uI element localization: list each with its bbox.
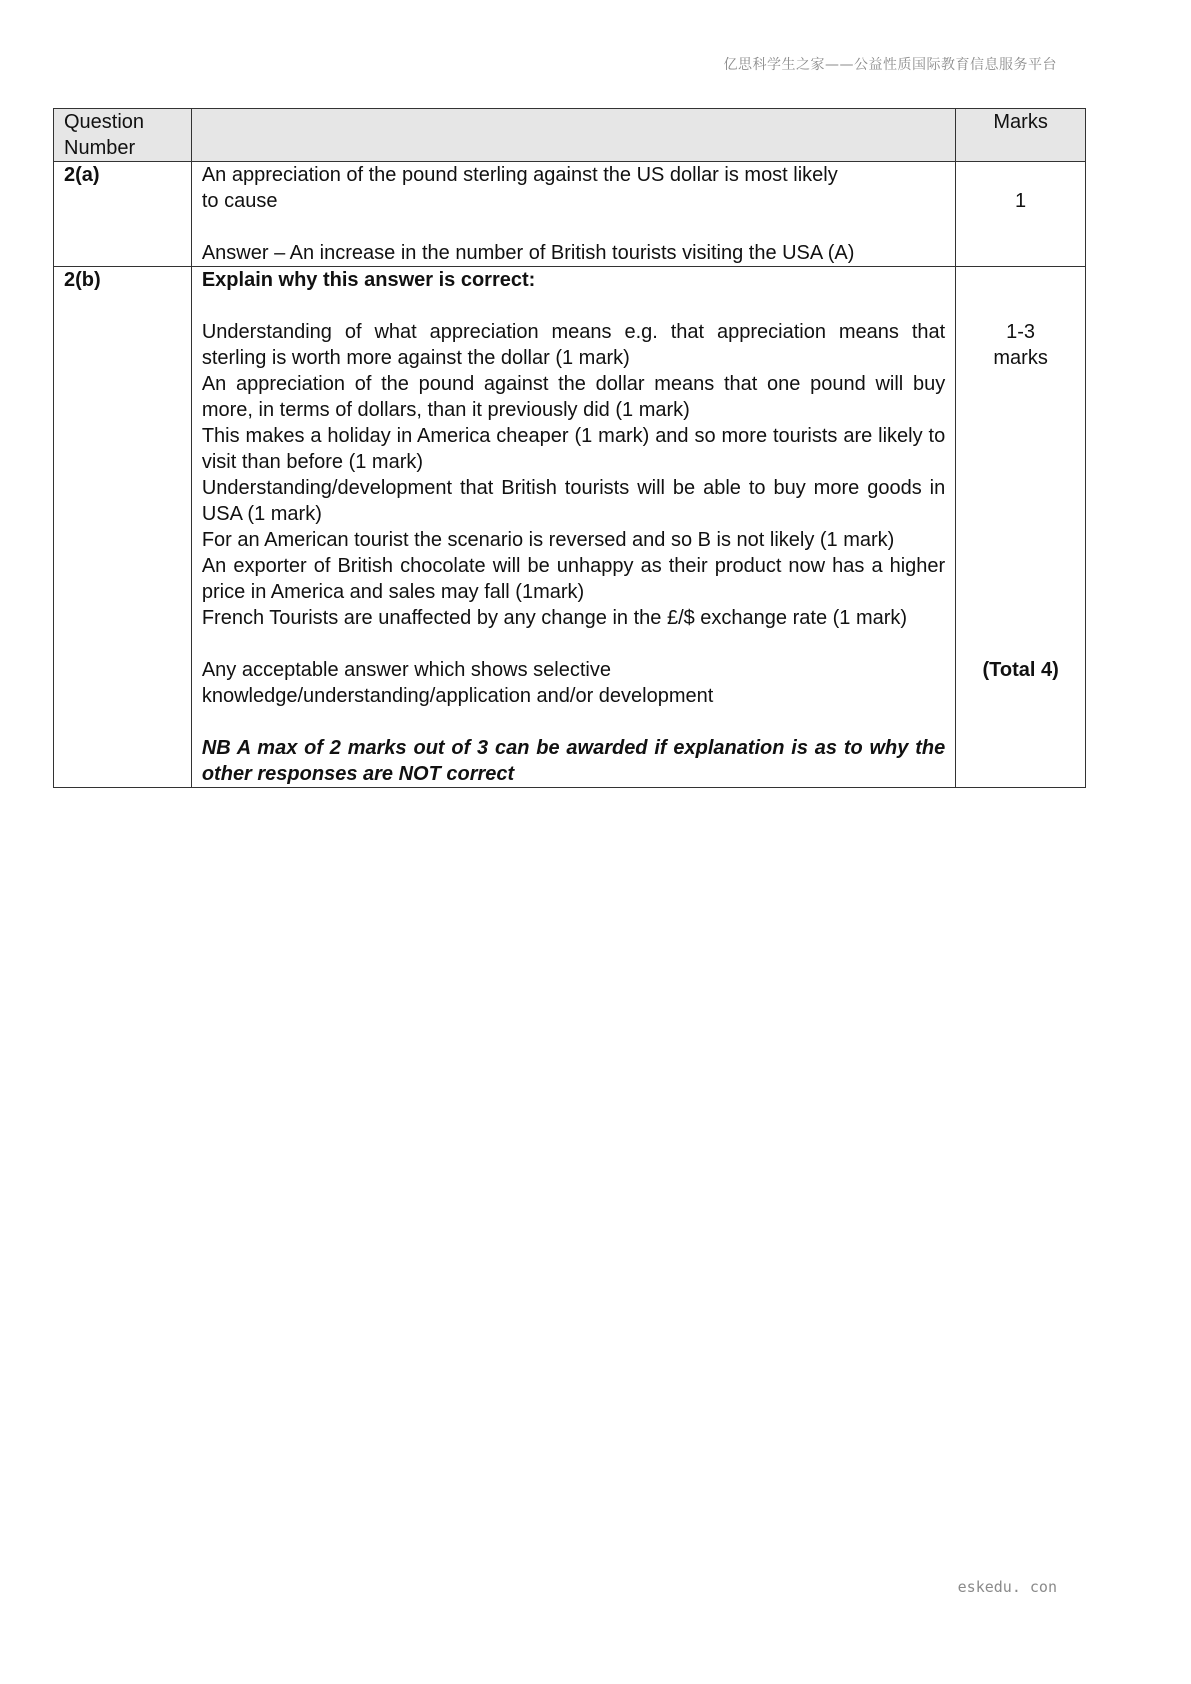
- marks-range-line1: 1-3: [1006, 321, 1036, 343]
- point-2b-6: An exporter of British chocolate will be unhappy as their product now has a higher price in America and sales may fall (1mark): [201, 555, 946, 603]
- footer-site: eskedu. con: [957, 1578, 1057, 1596]
- acceptable-answer-line1: Any acceptable answer which shows selective: [201, 659, 611, 681]
- question-number-2b: 2(b): [54, 267, 192, 788]
- point-2b-1: Understanding of what appreciation means e.g. that appreciation means that sterling is worth more against the dollar (1 mark): [201, 321, 946, 369]
- header-banner: 亿思科学生之家——公益性质国际教育信息服务平台: [723, 57, 1057, 73]
- prompt-2a-line1: An appreciation of the pound sterling against the US dollar is most likely: [201, 164, 838, 186]
- prompt-2a-line2: to cause: [201, 190, 278, 212]
- marks-2b: [956, 267, 1086, 788]
- marks-total: (Total 4): [982, 659, 1059, 681]
- marks-range: [966, 319, 1075, 371]
- marks-header: Marks: [956, 109, 1086, 162]
- answer-cell-2b: [191, 267, 955, 788]
- heading-2b: Explain why this answer is correct:: [201, 269, 536, 291]
- table-row-2a: [54, 162, 1086, 267]
- question-number-header: [54, 109, 192, 162]
- acceptable-answer-line2: knowledge/understanding/application and/or development: [201, 685, 714, 707]
- answer-2a: Answer – An increase in the number of British tourists visiting the USA (A): [201, 242, 855, 264]
- mark-scheme-table: [53, 108, 1086, 788]
- table-header-row: [54, 109, 1086, 162]
- nb-note: NB A max of 2 marks out of 3 can be awarded if explanation is as to why the other responses are NOT correct: [201, 737, 946, 785]
- point-2b-4: Understanding/development that British tourists will be able to buy more goods in USA (1 mark): [201, 477, 946, 525]
- point-2b-5: For an American tourist the scenario is reversed and so B is not likely (1 mark): [201, 529, 895, 551]
- table-row-2b: [54, 267, 1086, 788]
- answer-header: [191, 109, 955, 162]
- marks-range-line2: marks: [993, 347, 1048, 369]
- question-number-2a: 2(a): [54, 162, 192, 267]
- answer-cell-2a: [191, 162, 955, 267]
- point-2b-3: This makes a holiday in America cheaper (1 mark) and so more tourists are likely to visit than before (1 mark): [201, 425, 946, 473]
- question-number-header-line2: Number: [64, 137, 136, 159]
- point-2b-2: An appreciation of the pound against the dollar means that one pound will buy more, in terms of dollars, than it previously did (1 mark): [201, 373, 946, 421]
- marks-2a: 1: [956, 162, 1086, 267]
- point-2b-7: French Tourists are unaffected by any change in the £/$ exchange rate (1 mark): [201, 607, 908, 629]
- question-number-header-line1: Question: [64, 111, 145, 133]
